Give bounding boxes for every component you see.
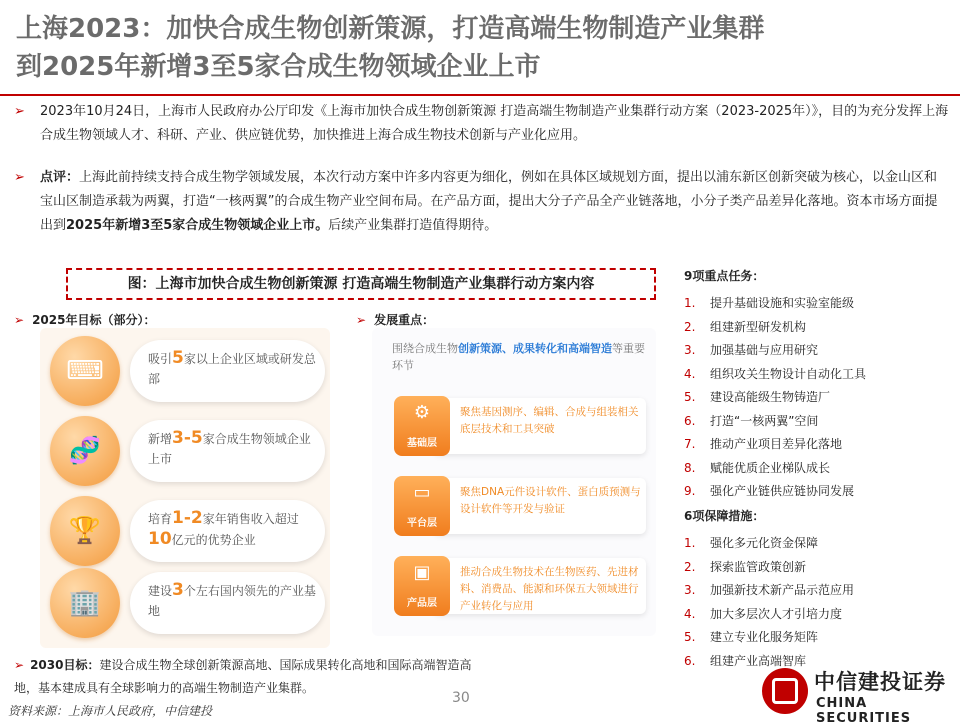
intro-text: 2023年10月24日，上海市人民政府办公厅印发《上海市加快合成生物创新策源 打造高端生物制造产业集群行动方案（2023-2025年）》，目的为充分发挥上海合成生物领域人才、科研、产业、供应链优势，加快推进上海合成生物技术创新与产业化应用。 bbox=[40, 104, 949, 143]
list-item: 4. 加大多层次人才引培力度 bbox=[684, 606, 843, 621]
goal-card: 吸引5家以上企业区域或研发总部 bbox=[130, 340, 325, 402]
logo-mark-icon bbox=[762, 668, 808, 714]
list-item: 5. 建设高能级生物铸造厂 bbox=[684, 390, 831, 404]
goals-2025-panel bbox=[40, 328, 330, 648]
layer-text: 推动合成生物技术在生物医药、先进材料、消费品、能源和环保五大领域进行产业转化与应用 bbox=[460, 566, 639, 612]
goal-icon-circle bbox=[50, 416, 120, 486]
list-item: 7. 推动产业项目差异化落地 bbox=[684, 437, 843, 451]
focus-layer bbox=[394, 394, 644, 458]
title-line-1: 上海2023：加快合成生物创新策源，打造高端生物制造产业集群 bbox=[16, 14, 765, 44]
bullet-arrow-icon: ➢ bbox=[14, 104, 25, 119]
focus-heading: ➢ 发展重点： bbox=[356, 313, 435, 327]
monitor-icon: ▭ bbox=[413, 482, 431, 503]
box-icon: ▣ bbox=[413, 562, 431, 583]
list-item: 3. 加强基础与应用研究 bbox=[684, 343, 819, 357]
goal-2030-text: 建设合成生物全球创新策源高地、国际成果转化高地和国际高端智造高地，基本建成具有全球影响力的高端生物制造产业集群。 bbox=[14, 658, 472, 695]
bullet-arrow-icon: ➢ bbox=[14, 170, 25, 185]
layer-text: 聚焦DNA元件设计软件、蛋白质预测与设计软件等开发与验证 bbox=[460, 486, 641, 515]
goal-item bbox=[50, 336, 325, 406]
logo-cn: 中信建投证券 bbox=[814, 670, 946, 694]
focus-layer bbox=[394, 474, 644, 538]
layer-badge: ▣ 产品层 bbox=[394, 556, 450, 616]
comment-bold: 2025年新增3至5家合成生物领域企业上市。 bbox=[66, 218, 329, 233]
goal-card: 新增3-5家合成生物领域企业上市 bbox=[130, 420, 325, 482]
gear-icon: ⚙ bbox=[413, 402, 431, 423]
page-number: 30 bbox=[452, 690, 470, 706]
goal-icon-circle bbox=[50, 336, 120, 406]
building-icon: 🏢 bbox=[68, 588, 102, 618]
code-window-icon: ⌨ bbox=[66, 356, 104, 386]
list-item: 8. 赋能优质企业梯队成长 bbox=[684, 460, 831, 475]
intro-paragraph bbox=[14, 100, 954, 150]
goal-card: 建设3个左右国内领先的产业基地 bbox=[130, 572, 325, 634]
company-logo bbox=[762, 666, 958, 726]
title-line-2: 到2025年新增3至5家合成生物领域企业上市 bbox=[16, 52, 541, 82]
title-divider bbox=[0, 94, 960, 96]
goal-icon-circle bbox=[50, 568, 120, 638]
list-item: 6. 组建产业高端智库 bbox=[684, 653, 807, 668]
logo-en: CHINA SECURITIES bbox=[816, 696, 912, 726]
list-item: 2. 探索监管政策创新 bbox=[684, 559, 807, 574]
trophy-icon: 🏆 bbox=[68, 516, 102, 546]
tasks-heading: 9项重点任务： bbox=[684, 269, 765, 283]
list-item: 9. 强化产业链供应链协同发展 bbox=[684, 484, 855, 498]
list-item: 3. 加强新技术新产品示范应用 bbox=[684, 583, 855, 597]
bullet-arrow-icon: ➢ bbox=[14, 658, 25, 672]
goal-2030 bbox=[14, 654, 484, 700]
list-item: 6. 打造“一核两翼”空间 bbox=[684, 413, 819, 428]
comment-body-2: 后续产业集群打造值得期待。 bbox=[328, 218, 498, 233]
layer-badge: ⚙ 基础层 bbox=[394, 396, 450, 456]
list-item: 1. 提升基础设施和实验室能级 bbox=[684, 296, 855, 310]
layer-badge: ▭ 平台层 bbox=[394, 476, 450, 536]
comment-paragraph bbox=[14, 166, 954, 266]
figure-title: 图：上海市加快合成生物创新策源 打造高端生物制造产业集群行动方案内容 bbox=[66, 268, 656, 300]
goal-icon-circle bbox=[50, 496, 120, 566]
layer-text: 聚焦基因测序、编辑、合成与组装相关底层技术和工具突破 bbox=[460, 406, 639, 435]
tasks-list bbox=[684, 264, 944, 504]
dna-icon: 🧬 bbox=[68, 436, 102, 466]
source-note: 资料来源：上海市人民政府，中信建投 bbox=[8, 704, 213, 718]
goal-item bbox=[50, 416, 325, 486]
list-item: 4. 组织攻关生物设计自动化工具 bbox=[684, 366, 867, 381]
goal-2030-label: 2030目标： bbox=[30, 658, 100, 672]
goal-card: 培育1-2家年销售收入超过 10亿元的优势企业 bbox=[130, 500, 325, 562]
comment-body-1: 上海此前持续支持合成生物学领域发展，本次行动方案中许多内容更为细化，例如在具体区域规划方面，提出以浦东新区创新突破为核心，以金山区和宝山区制造承载为两翼，打造“一核两翼”的合成生物产业空间布局。在产品方面，提出大分子产品全产业链落地，小分子类产品差异化落地。资本市场方面提出到 bbox=[40, 170, 938, 233]
list-item: 1. 强化多元化资金保障 bbox=[684, 536, 819, 550]
bullet-arrow-icon: ➢ bbox=[14, 313, 25, 327]
focus-intro: 围绕合成生物创新策源、成果转化和高端智造等重要环节 bbox=[392, 342, 645, 372]
measures-list bbox=[684, 504, 944, 673]
measures-heading: 6项保障措施： bbox=[684, 509, 765, 523]
comment-label: 点评： bbox=[40, 170, 80, 185]
page-title bbox=[16, 10, 946, 86]
focus-layer bbox=[394, 554, 644, 618]
list-item: 2. 组建新型研发机构 bbox=[684, 319, 807, 334]
comment-text bbox=[40, 166, 950, 238]
goal-item bbox=[50, 496, 325, 566]
goals-2025-heading: ➢ 2025年目标（部分）： bbox=[14, 313, 156, 327]
goal-item bbox=[50, 568, 325, 638]
list-item: 5. 建立专业化服务矩阵 bbox=[684, 630, 819, 644]
bullet-arrow-icon: ➢ bbox=[356, 313, 367, 327]
focus-panel bbox=[372, 328, 656, 636]
